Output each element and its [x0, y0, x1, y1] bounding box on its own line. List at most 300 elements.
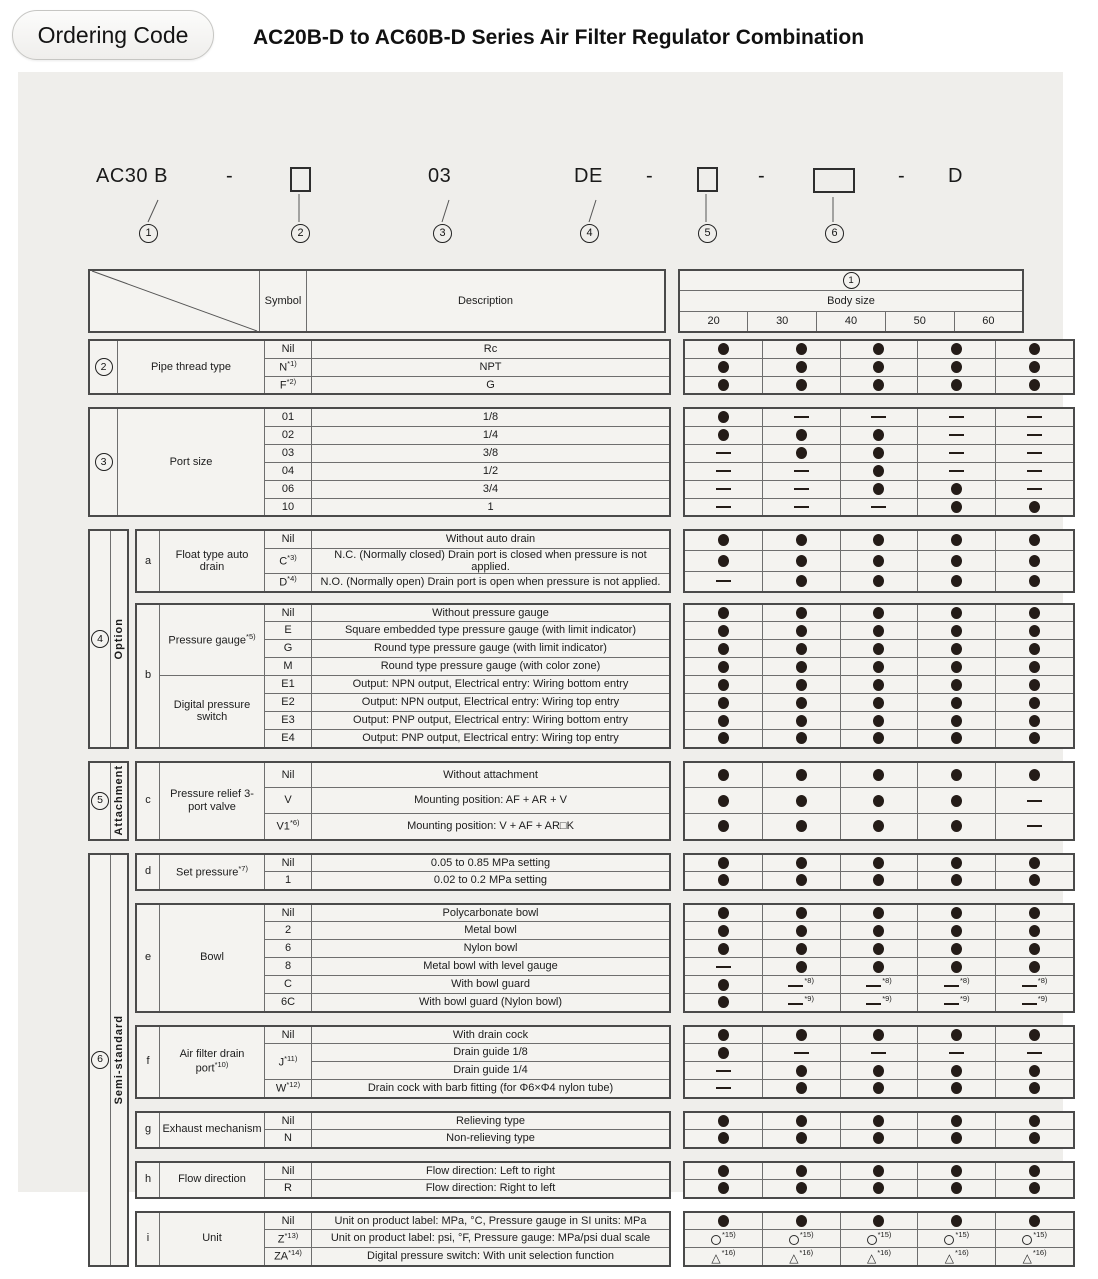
- availability-cell: [918, 462, 996, 480]
- availability-cell: [918, 530, 996, 551]
- availability-cell: [918, 340, 996, 358]
- availability-cell: [918, 358, 996, 376]
- dot-mark: [718, 361, 729, 373]
- gap: [671, 339, 683, 395]
- option-table: [135, 1161, 671, 1199]
- dot-mark: [1029, 379, 1040, 391]
- table-row: [684, 922, 1074, 940]
- table-row: [684, 571, 1074, 592]
- dot-mark: [951, 379, 962, 391]
- availability-cell: [918, 676, 996, 694]
- availability-cell: [684, 730, 762, 748]
- availability-cell: [684, 658, 762, 676]
- table-row: [684, 940, 1074, 958]
- dot-mark: [718, 1182, 729, 1194]
- circled-number: 6: [91, 1051, 109, 1069]
- footnote-ref: *7): [238, 863, 248, 873]
- availability-cell: [996, 551, 1074, 572]
- availability-cell: [996, 358, 1074, 376]
- availability-cell: [840, 872, 918, 890]
- table-row: [136, 854, 670, 872]
- dot-mark: [951, 361, 962, 373]
- group-number: [90, 855, 111, 1265]
- availability-cell: [762, 462, 840, 480]
- dot-mark: [873, 575, 884, 587]
- dot-mark: [1029, 961, 1040, 973]
- availability-cell: [918, 1026, 996, 1044]
- availability-cell: [762, 1044, 840, 1062]
- dot-mark: [796, 1132, 807, 1144]
- table-row: [684, 1248, 1074, 1266]
- dash-mark: [716, 580, 731, 582]
- dot-mark: [951, 1182, 962, 1194]
- ordering-code-table: [88, 269, 1048, 1279]
- dash-mark: [1027, 800, 1042, 802]
- availability-cell: [684, 640, 762, 658]
- table-row: [684, 551, 1074, 572]
- dot-mark: [951, 643, 962, 655]
- circled-number: 2: [291, 224, 310, 243]
- dash-mark: [788, 985, 803, 987]
- footnote-ref: *5): [246, 631, 256, 641]
- availability-cell: [996, 872, 1074, 890]
- availability-cell: [918, 1080, 996, 1098]
- description-cell: N.O. (Normally open) Drain port is open when pressure is not applied.: [312, 574, 671, 592]
- size-column-header: 60: [954, 311, 1023, 332]
- symbol-cell: M: [265, 658, 312, 676]
- group-name-cell: Exhaust mechanism: [160, 1112, 265, 1148]
- dot-mark: [796, 575, 807, 587]
- availability-cell: [684, 1062, 762, 1080]
- dot-mark: [873, 697, 884, 709]
- dot-mark: [873, 769, 884, 781]
- group-vertical-label: [111, 531, 127, 747]
- availability-cell: [684, 408, 762, 426]
- dot-mark: [796, 607, 807, 619]
- availability-cell: [918, 551, 996, 572]
- dot-mark: [718, 607, 729, 619]
- table-row: [684, 658, 1074, 676]
- availability-table: [683, 1111, 1075, 1149]
- dot-mark: [718, 625, 729, 637]
- dot-mark: [951, 961, 962, 973]
- table-row: [684, 1162, 1074, 1180]
- availability-cell: [762, 940, 840, 958]
- dot-mark: [1029, 697, 1040, 709]
- symbol-cell: Nil: [265, 530, 312, 548]
- circled-number: 1: [139, 224, 158, 243]
- table-row: [684, 604, 1074, 622]
- availability-table: [683, 1025, 1075, 1099]
- dot-mark: [873, 429, 884, 441]
- symbol-cell: 02: [265, 426, 312, 444]
- dot-mark: [718, 732, 729, 744]
- mark-footnote: *16): [877, 1247, 891, 1257]
- symbol-cell: E3: [265, 712, 312, 730]
- letter-cell: i: [136, 1212, 160, 1266]
- table-row: [684, 480, 1074, 498]
- dot-mark: [951, 483, 962, 495]
- dot-mark: [873, 1115, 884, 1127]
- callout-number: [698, 223, 717, 243]
- availability-cell: [684, 530, 762, 551]
- availability-cell: [840, 426, 918, 444]
- availability-cell: [996, 814, 1074, 840]
- dot-mark: [951, 343, 962, 355]
- option-table: [135, 603, 671, 749]
- dash-mark: [716, 966, 731, 968]
- body-size-header: Body size: [679, 291, 1023, 312]
- dot-mark: [873, 1182, 884, 1194]
- dot-mark: [951, 679, 962, 691]
- description-cell: Metal bowl with level gauge: [312, 958, 671, 976]
- option-table: [135, 1025, 671, 1099]
- symbol-cell: V: [265, 788, 312, 814]
- option-table: [135, 903, 671, 1013]
- availability-cell: [684, 1080, 762, 1098]
- availability-cell: [840, 940, 918, 958]
- availability-cell: [840, 994, 918, 1012]
- availability-table: [683, 603, 1075, 749]
- triangle-mark: △: [711, 1250, 721, 1265]
- availability-cell: [996, 1130, 1074, 1148]
- letter-cell: f: [136, 1026, 160, 1098]
- mark-footnote: *8): [804, 975, 814, 985]
- dot-mark: [873, 1215, 884, 1227]
- availability-cell: [996, 530, 1074, 551]
- table-row: [684, 958, 1074, 976]
- group-name-cell: Unit: [160, 1212, 265, 1266]
- availability-cell: [996, 940, 1074, 958]
- symbol-cell: V1$^{*6)}$: [265, 814, 312, 840]
- gap: [671, 1211, 683, 1267]
- dot-mark: [1029, 925, 1040, 937]
- dash-mark: [871, 506, 886, 508]
- availability-cell: [918, 788, 996, 814]
- availability-cell: [840, 730, 918, 748]
- table-section: [88, 761, 1024, 841]
- description-cell: Output: PNP output, Electrical entry: Wiring bottom entry: [312, 712, 671, 730]
- availability-cell: [762, 922, 840, 940]
- availability-cell: [840, 358, 918, 376]
- availability-cell: [996, 788, 1074, 814]
- dash-mark: [871, 1052, 886, 1054]
- table-row: [136, 1112, 670, 1130]
- vertical-label-text: Attachment: [113, 765, 125, 836]
- dash-mark: [1022, 1003, 1037, 1005]
- symbol-cell: Nil: [265, 1212, 312, 1230]
- mark-footnote: *9): [1037, 993, 1048, 1003]
- availability-cell: [918, 480, 996, 498]
- table-row: [684, 694, 1074, 712]
- footnote-ref: *11): [284, 1053, 298, 1063]
- availability-cell: [996, 730, 1074, 748]
- option-band: [135, 603, 1075, 749]
- footnote-ref: *1): [287, 359, 297, 369]
- availability-cell: [918, 994, 996, 1012]
- code-box: [697, 167, 718, 192]
- dot-mark: [951, 907, 962, 919]
- availability-cell: [840, 571, 918, 592]
- description-cell: Output: NPN output, Electrical entry: Wiring top entry: [312, 694, 671, 712]
- availability-cell: [840, 408, 918, 426]
- group-name-cell: Float type auto drain: [160, 530, 265, 592]
- dot-mark: [796, 820, 807, 832]
- dot-mark: [718, 907, 729, 919]
- code-segment: 03: [428, 165, 452, 187]
- availability-cell: [840, 622, 918, 640]
- table-row: [89, 270, 665, 332]
- description-cell: Nylon bowl: [312, 940, 671, 958]
- availability-cell: [840, 788, 918, 814]
- description-cell: Mounting position: AF + AR + V: [312, 788, 671, 814]
- mark-footnote: *9): [804, 993, 814, 1003]
- group-label-box: [88, 761, 129, 841]
- availability-cell: [996, 498, 1074, 516]
- symbol-cell: R: [265, 1180, 312, 1198]
- group-number-cell: [89, 340, 118, 394]
- group-vertical-label: [111, 763, 127, 839]
- availability-cell: [840, 694, 918, 712]
- dot-mark: [1029, 907, 1040, 919]
- availability-cell: [840, 814, 918, 840]
- table-row: [684, 1130, 1074, 1148]
- availability-cell: [684, 1112, 762, 1130]
- dash-mark: [716, 506, 731, 508]
- symbol-cell: 03: [265, 444, 312, 462]
- footnote-ref: *4): [287, 574, 297, 584]
- dot-mark: [796, 679, 807, 691]
- availability-cell: [918, 640, 996, 658]
- dot-mark: [873, 874, 884, 886]
- footnote-ref: *12): [286, 1080, 301, 1090]
- availability-cell: [918, 940, 996, 958]
- availability-cell: [918, 814, 996, 840]
- table-row: [136, 676, 670, 694]
- dot-mark: [951, 661, 962, 673]
- description-cell: NPT: [312, 358, 671, 376]
- dot-mark: [951, 1132, 962, 1144]
- description-cell: G: [312, 376, 671, 394]
- option-band: [135, 529, 1075, 593]
- availability-cell: [918, 762, 996, 788]
- group-name-cell: Port size: [118, 408, 265, 516]
- mark-footnote: *8): [1037, 975, 1048, 985]
- dot-mark: [1029, 661, 1040, 673]
- diagonal-line: [92, 271, 257, 331]
- option-band: [135, 761, 1075, 841]
- availability-cell: [762, 1112, 840, 1130]
- dot-mark: [873, 465, 884, 477]
- dash-mark: [788, 1003, 803, 1005]
- table-row: [684, 814, 1074, 840]
- table-row: [684, 1080, 1074, 1098]
- availability-cell: [918, 376, 996, 394]
- dash-mark: [949, 1052, 964, 1054]
- group-number-cell: [89, 408, 118, 516]
- table-row: [684, 676, 1074, 694]
- callout-number: [433, 223, 452, 243]
- availability-cell: [918, 658, 996, 676]
- dot-mark: [951, 1082, 962, 1094]
- availability-cell: [840, 676, 918, 694]
- availability-cell: [918, 976, 996, 994]
- availability-cell: [684, 958, 762, 976]
- letter-cell: e: [136, 904, 160, 1012]
- description-cell: Rc: [312, 340, 671, 358]
- availability-cell: [684, 676, 762, 694]
- gap: [671, 603, 683, 749]
- symbol-cell: $Z^{*13)}$: [265, 1230, 312, 1248]
- availability-cell: [996, 1062, 1074, 1080]
- availability-cell: [918, 1062, 996, 1080]
- availability-cell: [918, 694, 996, 712]
- dot-mark: [718, 343, 729, 355]
- availability-cell: [762, 376, 840, 394]
- symbol-cell: E2: [265, 694, 312, 712]
- availability-cell: [762, 872, 840, 890]
- availability-cell: [762, 788, 840, 814]
- description-cell: Without attachment: [312, 762, 671, 788]
- availability-cell: [996, 658, 1074, 676]
- availability-cell: [684, 1212, 762, 1230]
- dot-mark: [873, 534, 884, 546]
- mark-footnote: *15): [1033, 1229, 1047, 1239]
- description-cell: Round type pressure gauge (with limit indicator): [312, 640, 671, 658]
- availability-cell: [684, 788, 762, 814]
- dot-mark: [951, 501, 962, 513]
- availability-cell: [684, 622, 762, 640]
- availability-cell: [840, 604, 918, 622]
- dot-mark: [1029, 555, 1040, 567]
- symbol-cell: E: [265, 622, 312, 640]
- availability-cell: [996, 676, 1074, 694]
- availability-cell: [684, 1130, 762, 1148]
- dot-mark: [796, 379, 807, 391]
- section-bands: [135, 853, 1075, 1267]
- availability-cell: [918, 730, 996, 748]
- availability-cell: [918, 444, 996, 462]
- dot-mark: [796, 961, 807, 973]
- description-cell: Relieving type: [312, 1112, 671, 1130]
- dot-mark: [1029, 643, 1040, 655]
- table-row: [684, 530, 1074, 551]
- dash-mark: [1027, 825, 1042, 827]
- mark-footnote: *8): [882, 975, 892, 985]
- symbol-cell: $N^{*1)}$: [265, 358, 312, 376]
- dot-mark: [796, 1182, 807, 1194]
- dash-mark: [944, 1003, 959, 1005]
- availability-cell: [762, 904, 840, 922]
- group-one-header: [679, 270, 1023, 291]
- dot-mark: [796, 857, 807, 869]
- description-cell: Drain cock with barb fitting (for Φ6×Φ4 nylon tube): [312, 1080, 671, 1098]
- option-table: [135, 529, 671, 593]
- availability-cell: [684, 1248, 762, 1266]
- availability-cell: [840, 1026, 918, 1044]
- dot-mark: [796, 1165, 807, 1177]
- group-label-box: [88, 853, 129, 1267]
- symbol-cell: G: [265, 640, 312, 658]
- dash-mark: [949, 452, 964, 454]
- circled-number: 3: [433, 224, 452, 243]
- dot-mark: [1029, 1082, 1040, 1094]
- dot-mark: [951, 555, 962, 567]
- size-column-header: 50: [885, 311, 954, 332]
- dot-mark: [718, 1165, 729, 1177]
- letter-cell: d: [136, 854, 160, 890]
- table-row: [684, 1212, 1074, 1230]
- dot-mark: [873, 795, 884, 807]
- description-cell: With bowl guard (Nylon bowl): [312, 994, 671, 1012]
- callout-number: [825, 223, 844, 243]
- dot-mark: [718, 1115, 729, 1127]
- dot-mark: [718, 996, 729, 1008]
- availability-cell: [840, 1248, 918, 1266]
- mark-footnote: *16): [1032, 1247, 1047, 1257]
- availability-cell: [684, 922, 762, 940]
- availability-cell: [918, 1180, 996, 1198]
- size-column-header: 20: [679, 311, 748, 332]
- dash-mark: [716, 488, 731, 490]
- dot-mark: [718, 661, 729, 673]
- symbol-cell: $J^{*11)}$: [265, 1044, 312, 1080]
- dot-mark: [718, 979, 729, 991]
- symbol-cell: E1: [265, 676, 312, 694]
- option-table: [135, 1111, 671, 1149]
- dot-mark: [1029, 1132, 1040, 1144]
- dash-mark: [716, 452, 731, 454]
- dot-mark: [1029, 1029, 1040, 1041]
- symbol-cell: ZA$^{*14)}$: [265, 1248, 312, 1266]
- code-segment: -: [898, 165, 906, 187]
- description-cell: Non-relieving type: [312, 1130, 671, 1148]
- availability-cell: [918, 498, 996, 516]
- availability-cell: [762, 340, 840, 358]
- availability-cell: [918, 1162, 996, 1180]
- symbol-cell: Nil: [265, 1112, 312, 1130]
- triangle-mark: △: [1022, 1250, 1032, 1265]
- availability-table: [683, 761, 1075, 841]
- availability-cell: [762, 480, 840, 498]
- dot-mark: [796, 447, 807, 459]
- availability-cell: [996, 1212, 1074, 1230]
- symbol-cell: Nil: [265, 604, 312, 622]
- table-row: [684, 762, 1074, 788]
- dot-mark: [1029, 874, 1040, 886]
- description-cell: With bowl guard: [312, 976, 671, 994]
- dash-mark: [944, 985, 959, 987]
- availability-cell: [684, 444, 762, 462]
- dot-mark: [718, 769, 729, 781]
- gap: [666, 269, 678, 333]
- code-segment: D: [948, 165, 963, 187]
- description-cell: Mounting position: V + AF + AR□K: [312, 814, 671, 840]
- availability-cell: [996, 712, 1074, 730]
- group-name-cell: Pressure relief 3-port valve: [160, 762, 265, 840]
- dot-mark: [718, 925, 729, 937]
- symbol-cell: Nil: [265, 340, 312, 358]
- symbol-cell: E4: [265, 730, 312, 748]
- dot-mark: [796, 1065, 807, 1077]
- availability-cell: [762, 658, 840, 676]
- description-cell: N.C. (Normally closed) Drain port is closed when pressure is not applied.: [312, 548, 671, 574]
- availability-cell: [918, 622, 996, 640]
- gap: [671, 1111, 683, 1149]
- callout-number: [139, 223, 158, 243]
- dot-mark: [873, 447, 884, 459]
- description-cell: Unit on product label: psi, °F, Pressure gauge: MPa/psi dual scale: [312, 1230, 671, 1248]
